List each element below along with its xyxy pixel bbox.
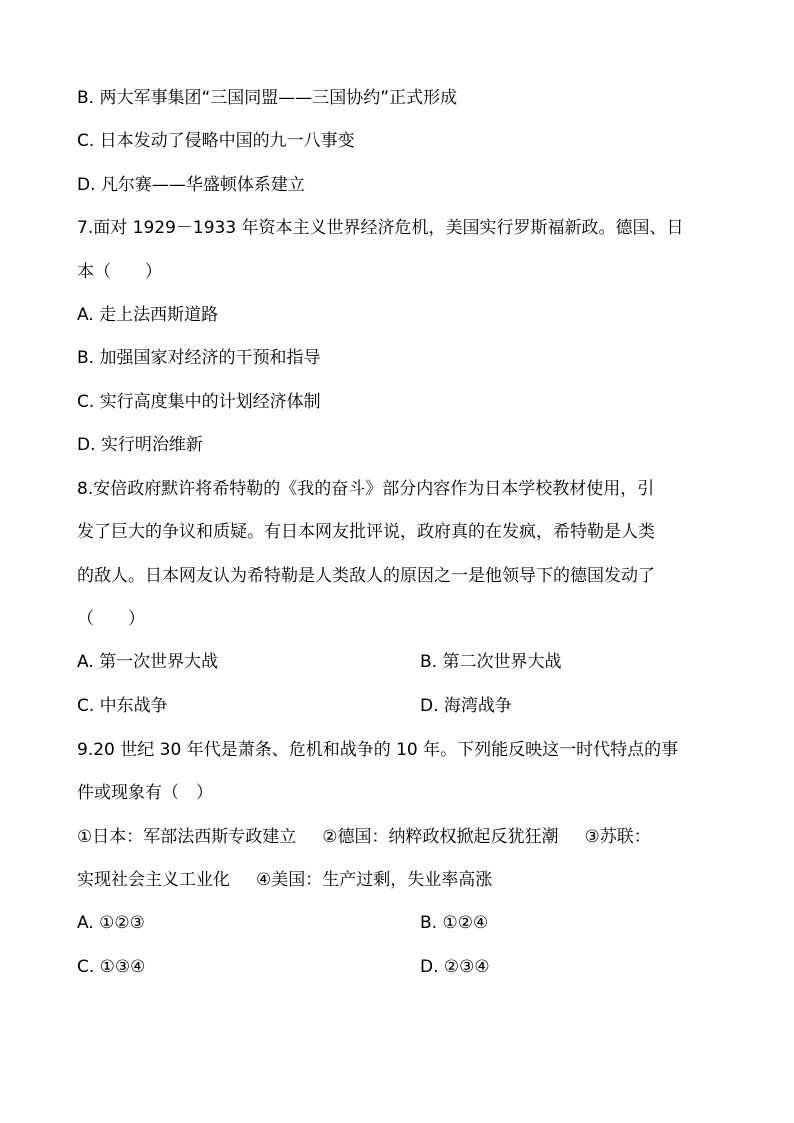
q9-item-4: ④美国：生产过剩，失业率高涨 (256, 870, 493, 890)
q8-option-d: D. 海湾战争 (420, 696, 512, 716)
q6-option-d: D. 凡尔赛——华盛顿体系建立 (77, 175, 305, 195)
q8-options-row1 (77, 650, 727, 674)
q9-item-3: ③苏联： (584, 827, 651, 847)
q8-options-row2 (77, 694, 727, 718)
q8-stem-line3: 的敌人。日本网友认为希特勒是人类敌人的原因之一是他领导下的德国发动了 (77, 566, 655, 586)
q7-stem-line2: 本（ ） (77, 262, 162, 282)
q7-option-a: A. 走上法西斯道路 (77, 305, 219, 325)
q8-stem-line2: 发了巨大的争议和质疑。有日本网友批评说，政府真的在发疯，希特勒是人类 (77, 522, 655, 542)
q9-stem-line1: 9.20 世纪 30 年代是萧条、危机和战争的 10 年。下列能反映这一时代特点的事 (77, 740, 679, 760)
q9-option-a: A. ①②③ (77, 913, 145, 933)
q8-option-c: C. 中东战争 (77, 696, 168, 716)
q7-stem-line1: 7.面对 1929－1933 年资本主义世界经济危机，美国实行罗斯福新政。德国、日 (77, 218, 684, 238)
q8-stem-line4: （ ） (77, 609, 145, 629)
q9-option-d: D. ②③④ (420, 957, 490, 977)
q9-items-line1 (77, 825, 727, 849)
q9-option-b: B. ①②④ (420, 913, 489, 933)
q9-item-1: ①日本：军部法西斯专政建立 (77, 827, 297, 847)
q6-option-c: C. 日本发动了侵略中国的九一八事变 (77, 131, 355, 151)
q9-item-2: ②德国：纳粹政权掀起反犹狂潮 (322, 827, 559, 847)
q9-items-line2 (77, 868, 727, 892)
q8-option-b: B. 第二次世界大战 (420, 652, 562, 672)
q6-option-b: B. 两大军事集团“三国同盟——三国协约”正式形成 (77, 88, 458, 108)
q9-option-c: C. ①③④ (77, 957, 146, 977)
q8-option-a: A. 第一次世界大战 (77, 652, 219, 672)
q7-option-b: B. 加强国家对经济的干预和指导 (77, 348, 321, 368)
q9-options-row2 (77, 955, 727, 979)
q7-option-d: D. 实行明治维新 (77, 435, 203, 455)
q9-stem-line2: 件或现象有（ ） (77, 783, 213, 803)
q9-item-3-cont: 实现社会主义工业化 (77, 870, 230, 890)
q7-option-c: C. 实行高度集中的计划经济体制 (77, 392, 321, 412)
q8-stem-line1: 8.安倍政府默许将希特勒的《我的奋斗》部分内容作为日本学校教材使用，引 (77, 479, 655, 499)
q9-options-row1 (77, 911, 727, 935)
